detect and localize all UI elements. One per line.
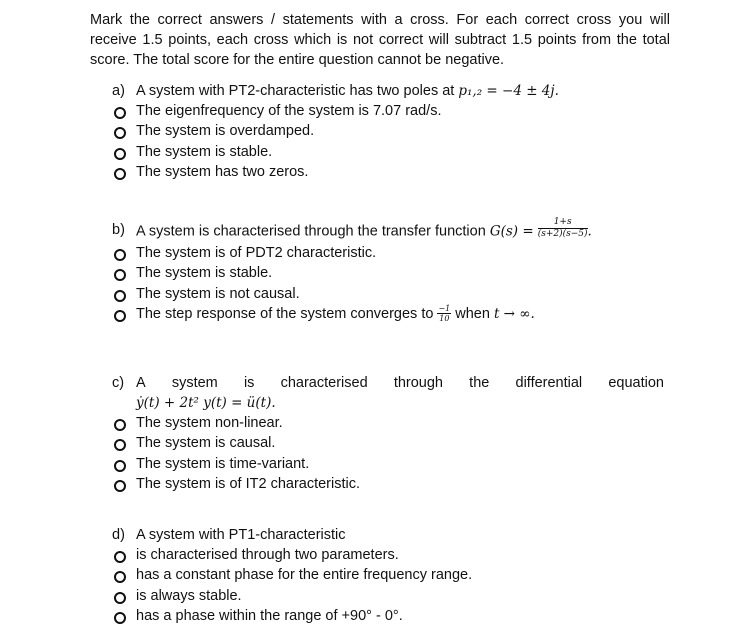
option-a3[interactable]: The system is stable. <box>112 142 672 162</box>
checkbox-circle-icon[interactable] <box>114 571 126 583</box>
checkbox-circle-icon[interactable] <box>114 592 126 604</box>
option-b3[interactable]: The system is not causal. <box>112 284 672 304</box>
instructions-paragraph: Mark the correct answers / statements with a cross. For each correct cross you will receive 1.5 points, each cross which is not correct will subtract 1.5 points from the total score. The total score for the entire question cannot be negative. <box>90 12 670 68</box>
option-b1[interactable]: The system is of PDT2 characteristic. <box>112 243 672 263</box>
checkbox-circle-icon[interactable] <box>114 127 126 139</box>
option-c2[interactable]: The system is causal. <box>112 433 672 453</box>
checkbox-circle-icon[interactable] <box>114 551 126 563</box>
checkbox-circle-icon[interactable] <box>114 419 126 431</box>
poles-formula: p₁,₂ = −4 ± 4j. <box>458 83 559 99</box>
question-a-stem: A system with PT2-characteristic has two poles at p₁,₂ = −4 ± 4j. <box>136 83 559 99</box>
option-a4[interactable]: The system has two zeros. <box>112 162 672 182</box>
question-c-label: c) <box>112 375 125 391</box>
checkbox-circle-icon[interactable] <box>114 107 126 119</box>
question-a-label: a) <box>112 83 125 99</box>
limit-fraction: $\frac{-1}{10}$ <box>438 303 451 323</box>
question-b <box>112 217 672 324</box>
question-b-stem: A system is characterised through the transfer function G(s) = $\frac{1+s}{(s+2)(s-5)}$ . <box>136 217 592 240</box>
checkbox-circle-icon[interactable] <box>114 310 126 322</box>
checkbox-circle-icon[interactable] <box>114 460 126 472</box>
option-a2[interactable]: The system is overdamped. <box>112 121 672 141</box>
option-d4[interactable]: has a phase within the range of +90° - 0°. <box>112 606 672 626</box>
option-a1[interactable]: The eigenfrequency of the system is 7.07 rad/s. <box>112 101 672 121</box>
question-d-stem: A system with PT1-characteristic <box>136 527 346 543</box>
question-b-label: b) <box>112 222 125 238</box>
question-c <box>112 373 672 494</box>
transfer-function-fraction: $\frac{1+s}{(s+2)(s-5)}$ <box>537 217 588 239</box>
checkbox-circle-icon[interactable] <box>114 612 126 624</box>
option-c3[interactable]: The system is time-variant. <box>112 454 672 474</box>
question-d <box>112 525 672 626</box>
option-d3[interactable]: is always stable. <box>112 586 672 606</box>
checkbox-circle-icon[interactable] <box>114 269 126 281</box>
differential-equation: ẏ(t) + 2t² y(t) = ü(t). <box>136 395 276 411</box>
option-d2[interactable]: has a constant phase for the entire frequency range. <box>112 565 672 585</box>
option-c1[interactable]: The system non-linear. <box>112 413 672 433</box>
checkbox-circle-icon[interactable] <box>114 439 126 451</box>
question-c-stem: A system is characterised through the differential equation <box>136 375 664 391</box>
question-a <box>112 81 672 182</box>
checkbox-circle-icon[interactable] <box>114 168 126 180</box>
checkbox-circle-icon[interactable] <box>114 480 126 492</box>
checkbox-circle-icon[interactable] <box>114 148 126 160</box>
checkbox-circle-icon[interactable] <box>114 249 126 261</box>
checkbox-circle-icon[interactable] <box>114 290 126 302</box>
option-d1[interactable]: is characterised through two parameters. <box>112 545 672 565</box>
option-b2[interactable]: The system is stable. <box>112 263 672 283</box>
question-d-label: d) <box>112 527 125 543</box>
option-c4[interactable]: The system is of IT2 characteristic. <box>112 474 672 494</box>
option-b4[interactable]: The step response of the system converges to $\frac{-1}{10}$ when t → ∞. <box>112 304 672 324</box>
